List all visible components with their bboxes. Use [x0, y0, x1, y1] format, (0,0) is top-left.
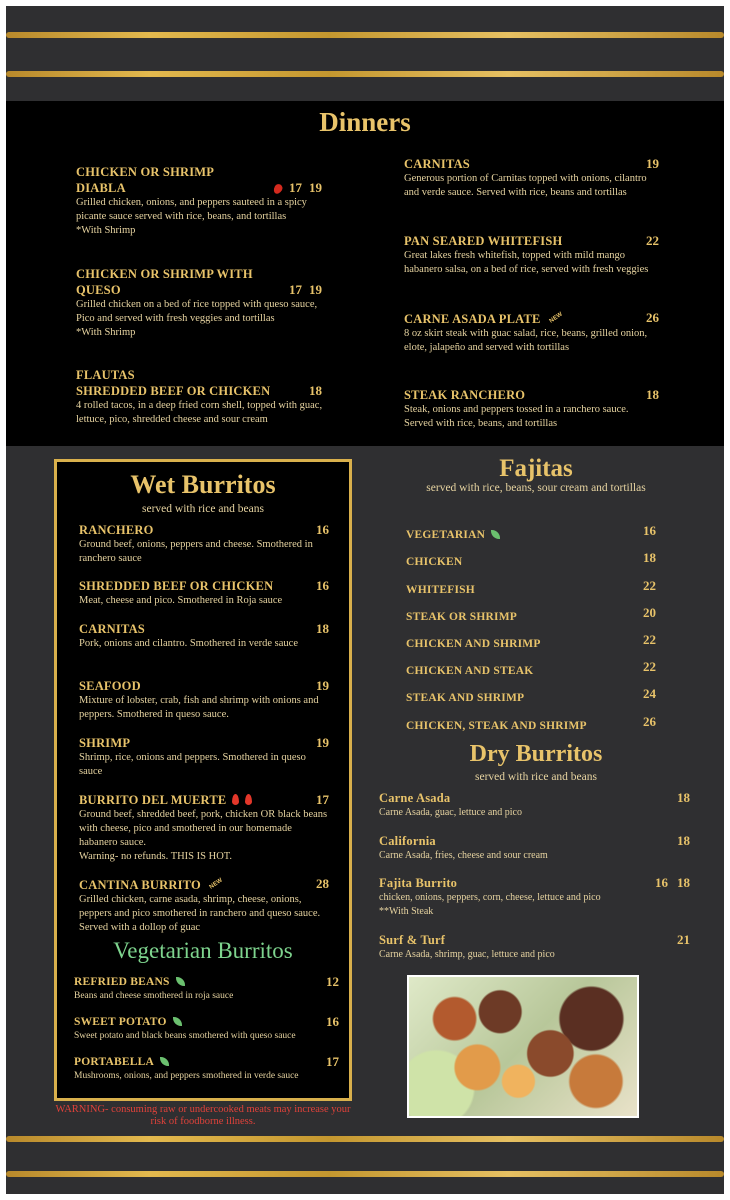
fajita-name: WHITEFISH: [406, 584, 475, 596]
dish-name-part: DIABLA: [76, 181, 126, 195]
fajita-price: 22: [643, 632, 656, 647]
dish-name-line: [79, 792, 329, 808]
veg-item-refried-beans: [74, 974, 339, 1002]
fajita-price: 22: [643, 578, 656, 593]
dish-description: Grilled chicken on a bed of rice topped with queso sauce, Pico and served with fresh veggies and tortillas: [76, 299, 318, 324]
dish-note: *With Shrimp: [76, 327, 136, 338]
fajita-price: 18: [643, 550, 656, 565]
dish-name: CARNE ASADA PLATE: [404, 312, 541, 326]
dish-description: Shrimp, rice, onions and peppers. Smothered in queso sauce: [79, 752, 306, 777]
dish-name-line: [74, 1054, 339, 1070]
fajita-name: CHICKEN, STEAK AND SHRIMP: [406, 720, 587, 732]
wet-burritos-title: Wet Burritos: [130, 470, 276, 499]
dish-description: Ground beef, shredded beef, pork, chicken OR black beans with cheese, pico and smothered in our homemade habanero sauce.: [79, 809, 328, 848]
wet-item-ranchero: [79, 522, 329, 566]
dish-name: SHRIMP: [79, 736, 131, 750]
dinners-section: [6, 101, 724, 446]
dish-name: California: [379, 834, 436, 848]
gold-stripe-top-2: [6, 71, 724, 77]
fajita-price: 20: [643, 605, 656, 620]
dish-price-chicken: 17: [289, 180, 302, 195]
wet-burritos-subtitle: served with rice and beans: [142, 503, 264, 515]
gold-stripe-bottom-1: [6, 1136, 724, 1142]
dish-description: 8 oz skirt steak with guac salad, rice, beans, grilled onion, elote, jalapeño and served with tortillas: [404, 328, 648, 353]
dish-name: Surf & Turf: [379, 933, 446, 947]
dish-price: 12: [326, 974, 339, 989]
dish-price: 17: [326, 1054, 339, 1069]
leaf-icon: [173, 1017, 182, 1026]
fajita-name: CHICKEN AND SHRIMP: [406, 638, 541, 650]
dish-price: 21: [677, 932, 690, 947]
dinners-title: Dinners: [319, 107, 411, 137]
fajita-item-chicken-and-shrimp: [406, 632, 656, 648]
dish-price: 18: [677, 833, 690, 848]
dish-price-chicken: 16: [655, 875, 668, 890]
dish-pan-seared-whitefish: [404, 233, 659, 277]
dish-description: Steak, onions and peppers tossed in a ranchero sauce. Served with rice, beans, and tortillas: [404, 404, 629, 429]
fajita-name: CHICKEN AND STEAK: [406, 665, 534, 677]
leaf-icon: [160, 1057, 169, 1066]
dish-description: Sweet potato and black beans smothered with queso sauce: [74, 1031, 296, 1041]
flame-icon: [232, 794, 239, 805]
dish-price-shrimp: 19: [309, 180, 322, 195]
dry-item-surf-turf: [379, 932, 690, 962]
wet-item-seafood: [79, 678, 329, 722]
dish-name: CHICKEN OR SHRIMP WITH: [76, 267, 253, 281]
dish-name: PORTABELLA: [74, 1056, 154, 1068]
dish-steak-ranchero: [404, 387, 659, 431]
dish-name: CHICKEN OR SHRIMP: [76, 165, 215, 179]
gold-stripe-top-1: [6, 32, 724, 38]
wet-item-carnitas: [79, 621, 329, 651]
dish-name: FLAUTAS: [76, 368, 135, 382]
fajita-price: 26: [643, 714, 656, 729]
chili-pepper-icon: [272, 183, 284, 196]
dish-description: Great lakes fresh whitefish, topped with mild mango habanero salsa, on a bed of rice, served with fresh veggies: [404, 250, 649, 275]
dish-price: 19: [316, 735, 329, 750]
dish-description: Carne Asada, fries, cheese and sour cream: [379, 850, 548, 861]
dish-description: Grilled chicken, onions, and peppers sauteed in a spicy picante sauce served with rice, beans, and tortillas: [76, 197, 307, 222]
dish-description: Generous portion of Carnitas topped with onions, cilantro and verde sauce. Served with rice, beans and tortillas: [404, 173, 647, 198]
flame-icon: [245, 794, 252, 805]
dish-name: BURRITO DEL MUERTE: [79, 793, 227, 807]
fajita-price: 16: [643, 523, 656, 538]
dish-name: Carne Asada: [379, 791, 451, 805]
veg-item-portabella: [74, 1054, 339, 1082]
dish-price: 19: [646, 156, 659, 171]
dish-description: Carne Asada, guac, lettuce and pico: [379, 807, 522, 818]
dish-name: STEAK RANCHERO: [404, 388, 526, 402]
fajita-name: VEGETARIAN: [406, 529, 486, 541]
fajita-item-whitefish: [406, 578, 656, 594]
dish-description: Pork, onions and cilantro. Smothered in verde sauce: [79, 638, 298, 649]
dish-price: 22: [646, 233, 659, 248]
leaf-icon: [176, 977, 185, 986]
dish-description: Grilled chicken, carne asada, shrimp, cheese, onions, peppers and pico smothered in ranchero and queso sauce. Served with a dollop of guac: [79, 894, 321, 933]
wet-item-shrimp: [79, 735, 329, 779]
dish-description: Carne Asada, shrimp, guac, lettuce and pico: [379, 949, 555, 960]
wet-item-shredded-beef: [79, 578, 329, 608]
fajita-item-chicken-steak-shrimp: [406, 714, 656, 730]
dish-name: SEAFOOD: [79, 679, 141, 693]
dish-price: 16: [316, 578, 329, 593]
dish-name: SHREDDED BEEF OR CHICKEN: [79, 579, 274, 593]
dish-price: 16: [316, 522, 329, 537]
dish-name-line: [404, 310, 659, 327]
leaf-icon: [491, 530, 500, 539]
fajita-price: 24: [643, 686, 656, 701]
dish-description: Beans and cheese smothered in roja sauce: [74, 991, 234, 1001]
dish-name: Fajita Burrito: [379, 876, 458, 890]
new-badge: NEW: [548, 311, 564, 325]
dish-description: Ground beef, onions, peppers and cheese. Smothered in ranchero sauce: [79, 539, 313, 564]
dish-description: Mushrooms, onions, and peppers smothered in verde sauce: [74, 1071, 299, 1081]
fajita-item-steak-or-shrimp: [406, 605, 656, 621]
wet-item-burrito-del-muerte: [79, 792, 329, 864]
fajita-name: CHICKEN: [406, 556, 463, 568]
dish-name-line2: QUESO: [76, 283, 121, 297]
dish-price-chicken: 17: [289, 282, 302, 297]
dish-flautas: [76, 367, 326, 427]
menu-page: [6, 6, 724, 1194]
dish-price: 18: [309, 383, 322, 398]
dish-description: 4 rolled tacos, in a deep fried corn shell, topped with guac, lettuce, pico, shredded cheese and sour cream: [76, 400, 323, 425]
dish-description: Mixture of lobster, crab, fish and shrimp with onions and peppers. Smothered in queso sauce.: [79, 695, 319, 720]
dish-carnitas: [404, 156, 659, 200]
gold-stripe-bottom-2: [6, 1171, 724, 1177]
dish-price: 26: [646, 310, 659, 325]
dish-carne-asada-plate: [404, 310, 659, 355]
dry-item-fajita-burrito: [379, 875, 690, 919]
fajita-item-chicken: [406, 550, 656, 566]
veg-item-sweet-potato: [74, 1014, 339, 1042]
fajita-item-chicken-and-steak: [406, 659, 656, 675]
dish-chicken-shrimp-diabla: [76, 164, 326, 238]
dish-warning: Warning- no refunds. THIS IS HOT.: [79, 851, 233, 862]
dish-price: 19: [316, 678, 329, 693]
dish-price-shrimp: 19: [309, 282, 322, 297]
dry-burritos-title: Dry Burritos: [469, 741, 603, 767]
dish-name-line: [74, 974, 339, 990]
dish-name-line2: SHREDDED BEEF OR CHICKEN: [76, 384, 271, 398]
new-badge: NEW: [208, 877, 224, 891]
dish-price: 17: [316, 792, 329, 807]
vegetarian-burritos-title: Vegetarian Burritos: [113, 938, 293, 963]
dish-name-line: [79, 876, 329, 893]
fajita-price: 22: [643, 659, 656, 674]
dry-item-california: [379, 833, 690, 863]
fajita-name: STEAK OR SHRIMP: [406, 611, 517, 623]
dish-description: chicken, onions, peppers, corn, cheese, lettuce and pico: [379, 892, 601, 903]
dish-price: 18: [677, 790, 690, 805]
food-safety-warning: WARNING- consuming raw or undercooked meats may increase your risk of foodborne illness.: [55, 1104, 351, 1127]
dish-name: SWEET POTATO: [74, 1016, 167, 1028]
dish-price: 18: [316, 621, 329, 636]
dish-name: CARNITAS: [79, 622, 145, 636]
food-photo: [407, 975, 639, 1118]
dish-name-line: [74, 1014, 339, 1030]
fajitas-subtitle: served with rice, beans, sour cream and tortillas: [426, 482, 646, 494]
dish-note: **With Steak: [379, 906, 434, 917]
wet-item-cantina-burrito: [79, 876, 329, 935]
dish-name: CANTINA BURRITO: [79, 878, 201, 892]
dish-description: Meat, cheese and pico. Smothered in Roja sauce: [79, 595, 283, 606]
dish-note: *With Shrimp: [76, 225, 136, 236]
dish-price: 18: [646, 387, 659, 402]
dish-name: CARNITAS: [404, 157, 470, 171]
dry-burritos-subtitle: served with rice and beans: [475, 771, 597, 783]
fajitas-title: Fajitas: [499, 455, 573, 482]
dry-item-carne-asada: [379, 790, 690, 820]
fajita-item-vegetarian: [406, 523, 656, 539]
dish-price: 28: [316, 876, 329, 891]
dish-name: PAN SEARED WHITEFISH: [404, 234, 563, 248]
dish-name: RANCHERO: [79, 523, 154, 537]
fajita-name: STEAK AND SHRIMP: [406, 692, 525, 704]
dish-name: REFRIED BEANS: [74, 976, 170, 988]
fajita-item-steak-and-shrimp: [406, 686, 656, 702]
dish-price-steak: 18: [677, 875, 690, 890]
dish-chicken-shrimp-queso: [76, 266, 326, 340]
dish-price: 16: [326, 1014, 339, 1029]
wet-burritos-section: [54, 459, 352, 1101]
